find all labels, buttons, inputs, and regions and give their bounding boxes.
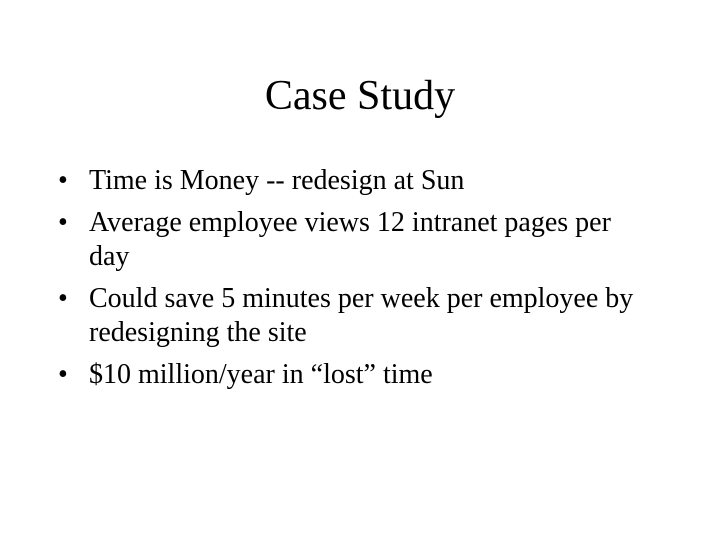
bullet-text: Average employee views 12 intranet pages per day [89,207,611,272]
bullet-item [58,358,658,392]
bullet-item [58,282,658,350]
bullet-text: Could save 5 minutes per week per employee by redesigning the site [89,283,634,348]
bullet-text: $10 million/year in “lost” time [89,359,433,390]
bullet-icon: • [58,165,68,196]
bullet-item [58,164,658,198]
bullet-icon: • [58,359,68,390]
slide-title: Case Study [264,73,456,119]
bullet-icon: • [58,283,68,314]
bullet-list [58,164,658,400]
bullet-item [58,206,658,274]
bullet-text: Time is Money -- redesign at Sun [89,165,465,196]
bullet-icon: • [58,207,68,238]
